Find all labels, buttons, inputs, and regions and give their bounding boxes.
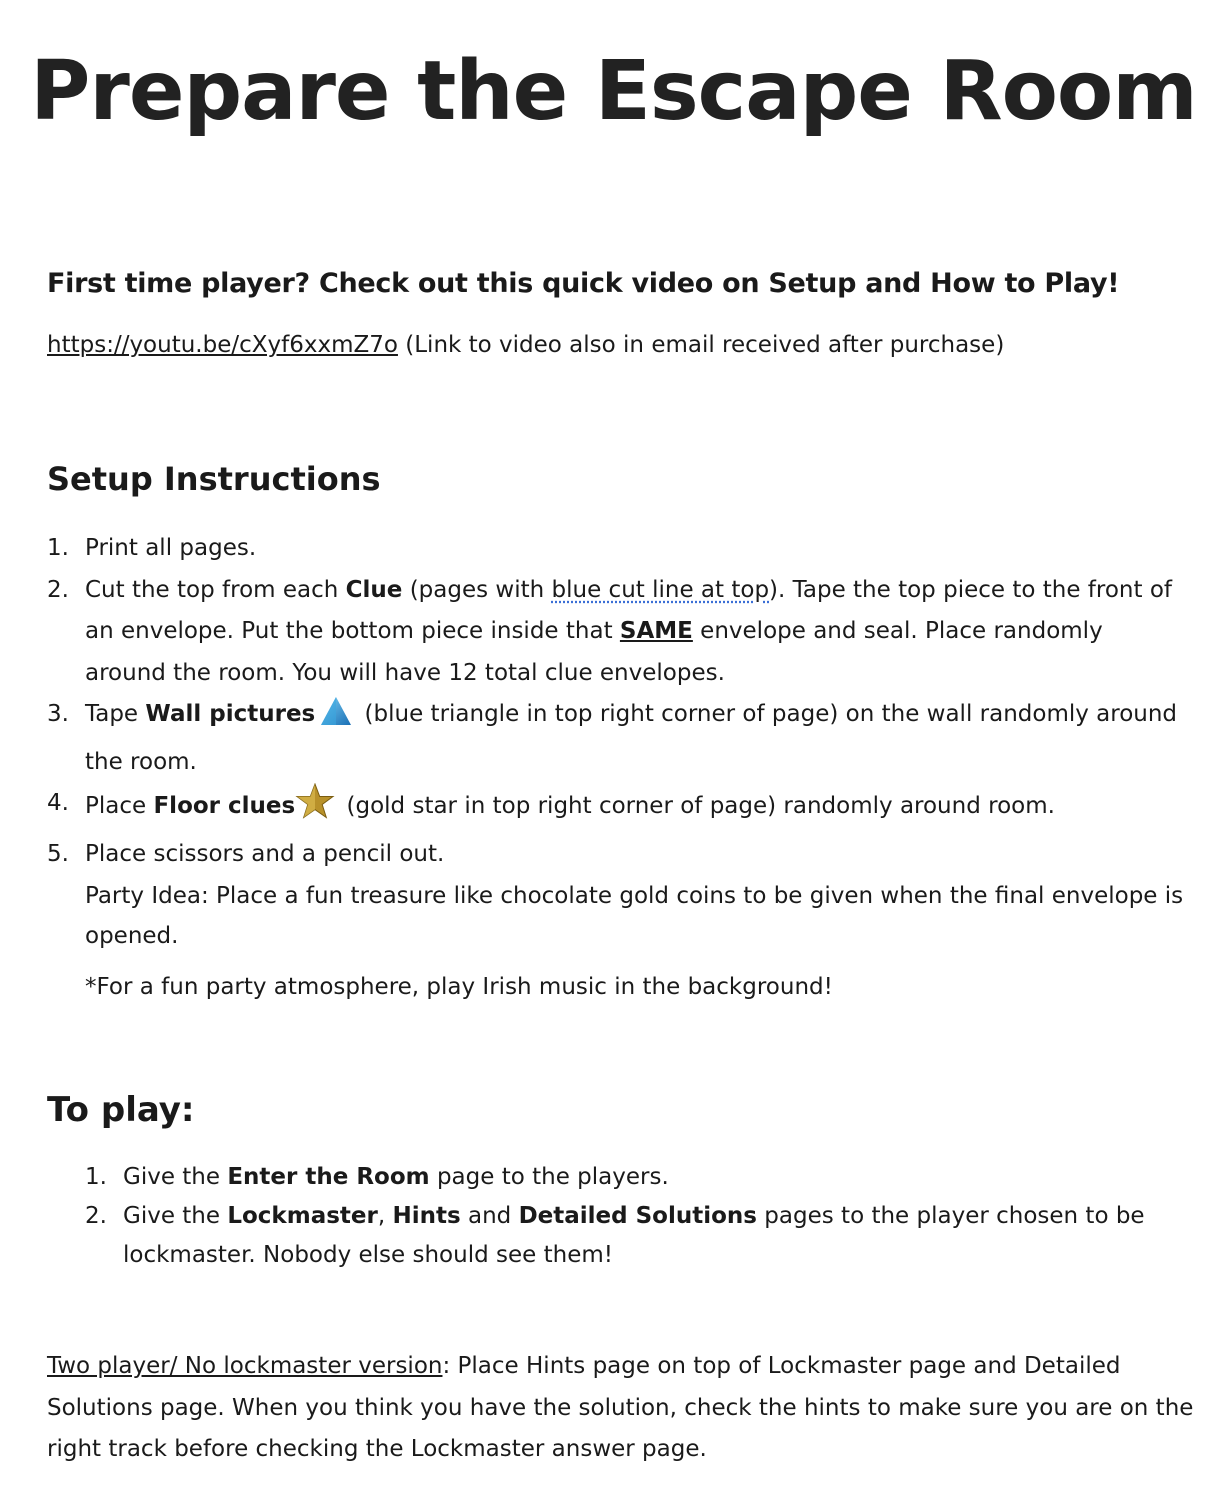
party-idea: Party Idea: Place a fun treasure like chocolate gold coins to be given when the final envelope is opened. bbox=[85, 883, 1184, 949]
list-number: 2. bbox=[85, 1203, 107, 1229]
list-text-part: Print all pages. bbox=[85, 535, 257, 561]
list-number: 5. bbox=[47, 840, 69, 867]
gold-star-icon bbox=[295, 783, 335, 834]
list-text bbox=[85, 834, 1197, 876]
list-text-part: Give the bbox=[123, 1164, 228, 1190]
list-item bbox=[85, 1197, 1195, 1275]
lockmaster-bold: Lockmaster bbox=[227, 1203, 378, 1229]
cut-line-text: blue cut line at top bbox=[551, 576, 770, 603]
setup-list bbox=[47, 528, 1197, 875]
list-text-part: Tape bbox=[85, 701, 146, 727]
two-player-label: Two player/ No lockmaster version bbox=[47, 1353, 443, 1379]
list-number: 1. bbox=[85, 1164, 107, 1190]
setup-heading: Setup Instructions bbox=[47, 460, 381, 498]
list-text-part: Cut the top from each bbox=[85, 576, 346, 603]
enter-room-bold: Enter the Room bbox=[227, 1164, 430, 1190]
list-item bbox=[85, 1158, 1195, 1197]
video-link-line bbox=[47, 332, 1197, 358]
list-text-part: Give the bbox=[123, 1203, 228, 1229]
list-item bbox=[47, 570, 1197, 695]
list-item bbox=[47, 783, 1197, 834]
detailed-solutions-bold: Detailed Solutions bbox=[518, 1203, 757, 1229]
list-number: 1. bbox=[47, 535, 69, 561]
party-atmosphere-note: *For a fun party atmosphere, play Irish music in the background! bbox=[85, 974, 833, 1000]
list-item bbox=[47, 528, 1197, 570]
floor-clues-bold: Floor clues bbox=[153, 793, 296, 819]
list-item bbox=[47, 834, 1197, 876]
same-bold: SAME bbox=[619, 618, 693, 644]
wall-pictures-bold: Wall pictures bbox=[145, 701, 316, 727]
to-play-list bbox=[85, 1158, 1195, 1275]
list-number: 3. bbox=[47, 701, 69, 727]
list-text-part: (gold star in top right corner of page) randomly around room. bbox=[339, 793, 1055, 819]
list-text bbox=[123, 1197, 1195, 1275]
list-text bbox=[85, 783, 1197, 834]
list-number: 2. bbox=[47, 576, 69, 603]
list-text-part: (blue triangle in top right corner of page) on the wall randomly around the room. bbox=[85, 701, 1178, 775]
list-text-part: envelope and seal. Place randomly around the room. You will have 12 total clue envelopes. bbox=[85, 618, 1103, 686]
list-text-part: pages to the player chosen to be lockmaster. Nobody else should see them! bbox=[123, 1203, 1145, 1268]
two-player-text: : Place Hints page on top of Lockmaster page and Detailed Solutions page. When you think you have the solution, check the hints to make sure you are on the right track before checking the Lockmaster answer page. bbox=[47, 1353, 1194, 1462]
list-text bbox=[85, 694, 1197, 783]
list-text-part: Place scissors and a pencil out. bbox=[85, 840, 445, 867]
hints-bold: Hints bbox=[392, 1203, 461, 1229]
list-item bbox=[47, 694, 1197, 783]
list-text-part: page to the players. bbox=[429, 1164, 669, 1190]
list-text-part: and bbox=[460, 1203, 519, 1229]
video-link-note: (Link to video also in email received after purchase) bbox=[397, 332, 1005, 358]
blue-triangle-icon bbox=[319, 695, 353, 742]
list-text-part: ). Tape the top piece to the front of an envelope. Put the bottom piece inside that bbox=[85, 576, 1172, 644]
first-time-heading: First time player? Check out this quick video on Setup and How to Play! bbox=[47, 268, 1120, 299]
two-player-note bbox=[47, 1346, 1197, 1471]
list-text bbox=[85, 570, 1197, 695]
video-link[interactable]: https://youtu.be/cXyf6xxmZ7o bbox=[47, 332, 398, 358]
list-text bbox=[123, 1158, 1195, 1197]
clue-bold: Clue bbox=[345, 576, 403, 603]
list-text bbox=[85, 528, 1197, 570]
list-number: 4. bbox=[47, 790, 69, 816]
page-title: Prepare the Escape Room bbox=[30, 44, 1197, 139]
list-text-part: (pages with bbox=[402, 576, 552, 603]
to-play-heading: To play: bbox=[47, 1090, 195, 1130]
list-text-part: , bbox=[377, 1203, 393, 1229]
list-text-part: Place bbox=[85, 793, 154, 819]
